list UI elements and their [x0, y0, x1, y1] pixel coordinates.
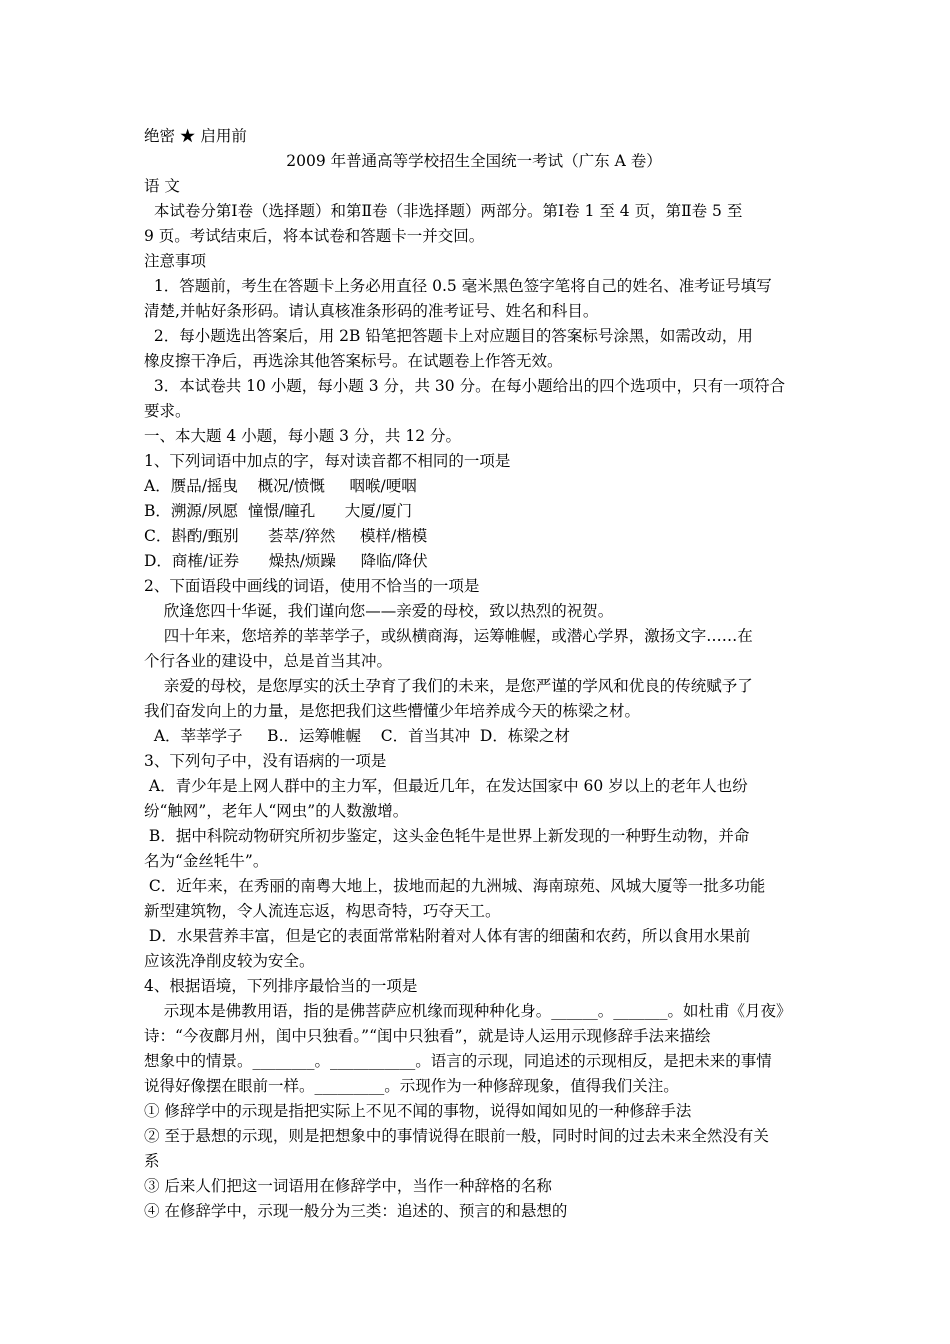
subject-label: 语 文 — [144, 177, 180, 195]
notice-line: 要求。 — [144, 402, 191, 420]
option-line: A．青少年是上网人群中的主力军，但最近几年，在发达国家中 60 岁以上的老年人也纷 — [144, 777, 748, 795]
numbered-item: ② 至于悬想的示现，则是把想象中的事情说得在眼前一般，同时时间的过去未来全然没有关 — [144, 1127, 769, 1145]
passage-line: 诗：“今夜鄜月州，闺中只独看。”“闺中只独看”，就是诗人运用示现修辞手法来描绘 — [144, 1027, 711, 1045]
option-line: 纷“触网”，老年人“网虫”的人数激增。 — [144, 802, 409, 820]
question-options: A．莘莘学子 B.．运筹帷幄 C．首当其冲 D．栋梁之材 — [144, 727, 570, 745]
option-line: B．据中科院动物研究所初步鉴定，这头金色牦牛是世界上新发现的一种野生动物，并命 — [144, 827, 750, 845]
numbered-item: ④ 在修辞学中，示现一般分为三类：追述的、预言的和悬想的 — [144, 1202, 568, 1220]
notice-line: 3．本试卷共 10 小题，每小题 3 分，共 30 分。在每小题给出的四个选项中，只有一项符合 — [144, 377, 786, 395]
question-option: C．斟酌/甄别 荟萃/猝然 模样/楷模 — [144, 527, 428, 545]
secret-label: 绝密 ★ 启用前 — [144, 127, 247, 145]
passage-line: 亲爱的母校，是您厚实的沃土孕育了我们的未来，是您严谨的学风和优良的传统赋予了 — [144, 677, 753, 695]
option-line: 名为“金丝牦牛”。 — [144, 852, 269, 870]
notice-line: 2．每小题选出答案后，用 2B 铅笔把答题卡上对应题目的答案标号涂黑，如需改动，用 — [144, 327, 753, 345]
numbered-item: ① 修辞学中的示现是指把实际上不见不闻的事物，说得如闻如见的一种修辞手法 — [144, 1102, 692, 1120]
passage-line: 四十年来，您培养的莘莘学子，或纵横商海，运筹帷幄，或潜心学界，激扬文字……在 — [144, 627, 753, 645]
notice-line: 橡皮擦干净后，再选涂其他答案标号。在试题卷上作答无效。 — [144, 352, 563, 370]
intro-line: 本试卷分第Ⅰ卷（选择题）和第Ⅱ卷（非选择题）两部分。第Ⅰ卷 1 至 4 页，第Ⅱ卷 5 至 — [144, 202, 743, 220]
passage-line: 我们奋发向上的力量，是您把我们这些懵懂少年培养成今天的栋梁之材。 — [144, 702, 641, 720]
option-line: D．水果营养丰富，但是它的表面常常粘附着对人体有害的细菌和农药，所以食用水果前 — [144, 927, 751, 945]
option-line: C．近年来，在秀丽的南粤大地上，拔地而起的九洲城、海南琼苑、风城大厦等一批多功能 — [144, 877, 766, 895]
numbered-item: 系 — [144, 1152, 160, 1170]
notice-heading: 注意事项 — [144, 252, 207, 270]
section-heading: 一、本大题 4 小题，每小题 3 分，共 12 分。 — [144, 427, 462, 445]
question-option: A．赝品/摇曳 概况/愤慨 咽喉/哽咽 — [144, 477, 417, 495]
notice-line: 1．答题前，考生在答题卡上务必用直径 0.5 毫米黑色签字笔将自己的姓名、准考证号填写 — [144, 277, 772, 295]
passage-line: 想象中的情景。________。___________。语言的示现，同追述的示现相反，是把未来的事情 — [144, 1052, 772, 1070]
passage-line: 示现本是佛教用语，指的是佛菩萨应机缘而现种种化身。______。_______。如杜甫《月夜》 — [144, 1002, 792, 1020]
exam-title: 2009 年普通高等学校招生全国统一考试（广东 A 卷） — [286, 152, 662, 170]
passage-line: 欣逢您四十华诞，我们谨向您——亲爱的母校，致以热烈的祝贺。 — [144, 602, 614, 620]
question-stem: 3、下列句子中，没有语病的一项是 — [144, 752, 387, 770]
notice-line: 清楚,并帖好条形码。请认真核准条形码的准考证号、姓名和科目。 — [144, 302, 599, 320]
option-line: 新型建筑物，令人流连忘返，构思奇特，巧夺天工。 — [144, 902, 501, 920]
question-stem: 1、下列词语中加点的字，每对读音都不相同的一项是 — [144, 452, 511, 470]
intro-line: 9 页。考试结束后，将本试卷和答题卡一并交回。 — [144, 227, 485, 245]
question-stem: 2、下面语段中画线的词语，使用不恰当的一项是 — [144, 577, 480, 595]
question-stem: 4、根据语境，下列排序最恰当的一项是 — [144, 977, 418, 995]
passage-line: 个行各业的建设中，总是首当其冲。 — [144, 652, 393, 670]
numbered-item: ③ 后来人们把这一词语用在修辞学中，当作一种辞格的名称 — [144, 1177, 552, 1195]
question-option: B．溯源/夙愿 憧憬/瞳孔 大厦/厦门 — [144, 502, 412, 520]
passage-line: 说得好像摆在眼前一样。_________。示现作为一种修辞现象，值得我们关注。 — [144, 1077, 679, 1095]
question-option: D．商榷/证券 燥热/烦躁 降临/降伏 — [144, 552, 428, 570]
option-line: 应该洗净削皮较为安全。 — [144, 952, 315, 970]
